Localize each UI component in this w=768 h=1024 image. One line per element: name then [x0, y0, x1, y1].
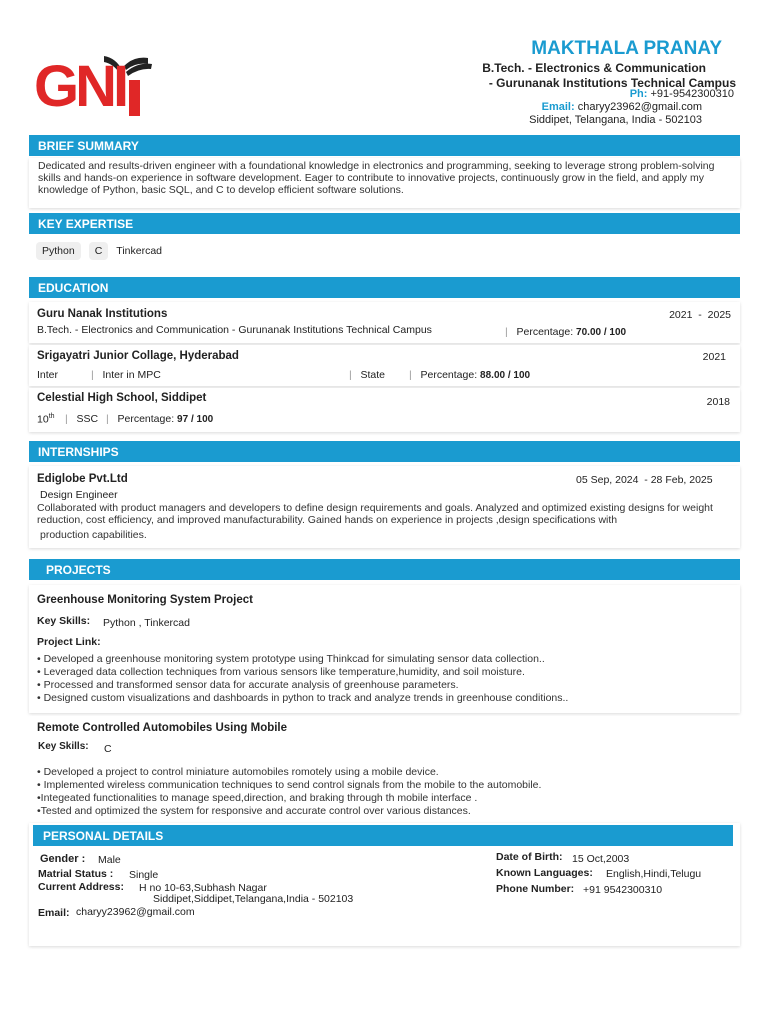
- email-value[interactable]: charyy23962@gmail.com: [76, 906, 195, 918]
- course-name: B.Tech. - Electronics and Communication - Gurunanak Institutions Technical Campus: [37, 324, 432, 336]
- degree: B.Tech. - Electronics & Communication: [482, 61, 706, 75]
- key-skills-label: Key Skills:: [38, 741, 89, 752]
- marital-status-label: Matrial Status :: [38, 868, 114, 880]
- level-superscript: th: [48, 413, 55, 420]
- section-heading-projects: PROJECTS: [29, 559, 740, 580]
- skill-chip: C: [89, 242, 109, 260]
- section-heading-summary: BRIEF SUMMARY: [29, 135, 740, 156]
- summary-text: Dedicated and results-driven engineer with a foundational knowledge in electronics and programming, seeking to leverage strong problem-solving skills and hands-on experience in software development. Eager to contribute to innovative projects, continuously grow in the field, and apply my knowledge of Python, basic SQL, and C to develop efficient software solutions.: [29, 158, 740, 208]
- board-value: State: [360, 369, 386, 381]
- key-skills-label: Key Skills:: [37, 615, 91, 627]
- education-year: 2021: [702, 351, 726, 363]
- section-heading-internships: INTERNSHIPS: [29, 441, 740, 462]
- project-entry: [29, 585, 740, 713]
- separator: |: [409, 369, 412, 381]
- bullet-item: • Implemented wireless communication techniques to send control signals from the mobile to the automobile.: [37, 779, 542, 791]
- phone-number-value[interactable]: +91 9542300310: [583, 884, 663, 896]
- year-start: 2021: [669, 309, 693, 321]
- key-skills-value: Python , Tinkercad: [103, 617, 190, 629]
- company-name: Ediglobe Pvt.Ltd: [37, 473, 128, 485]
- section-heading-expertise: KEY EXPERTISE: [29, 213, 740, 234]
- project-title: Remote Controlled Automobiles Using Mobile: [37, 722, 288, 734]
- internship-role: Design Engineer: [40, 489, 118, 501]
- marital-status-value: Single: [129, 869, 159, 881]
- email-label: Email:: [541, 101, 575, 113]
- year-end: 2025: [707, 309, 731, 321]
- bullet-item: •Tested and optimized the system for responsive and accurate control over various distances.: [37, 805, 471, 817]
- bullet-item: • Developed a project to control miniature automobiles romotely using a mobile device.: [37, 766, 439, 778]
- board-value: SSC: [76, 413, 99, 425]
- address-line: Siddipet, Telangana, India - 502103: [529, 114, 702, 126]
- skill-chip: Tinkercad: [116, 245, 163, 257]
- board: [65, 413, 98, 425]
- logo-wordmark: GNI: [34, 54, 126, 119]
- resume-header: [482, 38, 736, 126]
- languages-value: English,Hindi,Telugu: [606, 868, 702, 880]
- skill-chips: [36, 242, 168, 260]
- education-entry: [29, 302, 740, 343]
- percentage-value: 88.00 / 100: [480, 370, 531, 381]
- percentage-label: Percentage:: [117, 413, 175, 425]
- phone-label: Ph:: [629, 88, 648, 100]
- percentage: [409, 369, 530, 381]
- separator: |: [106, 413, 109, 425]
- separator: |: [505, 326, 508, 338]
- education-entry: [29, 345, 740, 386]
- dob-label: Date of Birth:: [496, 851, 563, 863]
- internship-description: Collaborated with product managers and developers to define design requirements and goals. Analyzed and optimized existing designs for weight reduction, cost efficiency, and improved manufacturability. Gained hands on experience in projects ,design specifications with: [37, 502, 713, 526]
- separator: |: [349, 369, 352, 381]
- address-line-2: Siddipet,Siddipet,Telangana,India - 502103: [153, 893, 354, 905]
- project-link-label[interactable]: Project Link:: [37, 636, 101, 648]
- percentage-label: Percentage:: [516, 326, 574, 338]
- bullet-item: • Developed a greenhouse monitoring system prototype using Thinkcad for simulating sensor data collection..: [37, 653, 545, 665]
- gender-value: Male: [98, 854, 121, 866]
- education-entry: [29, 388, 740, 432]
- bullet-item: •Integeated functionalities to manage speed,direction, and braking through th mobile interface .: [37, 792, 478, 804]
- email-line: [482, 101, 702, 113]
- email-value[interactable]: charyy23962@gmail.com: [577, 101, 702, 113]
- email-label: Email:: [38, 907, 70, 919]
- bullet-item: • Processed and transformed sensor data for accurate analysis of greenhouse parameters.: [37, 679, 459, 691]
- percentage: [505, 326, 626, 338]
- section-heading-education: EDUCATION: [29, 277, 740, 298]
- bullet-item: • Leveraged data collection techniques from various sensors like temperature,humidity, and soil moisture.: [37, 666, 525, 678]
- percentage-label: Percentage:: [420, 369, 478, 381]
- gender-label: Gender :: [40, 853, 86, 865]
- year-dash: -: [698, 309, 702, 321]
- section-heading-personal: PERSONAL DETAILS: [33, 825, 733, 846]
- internship-entry: [29, 466, 740, 548]
- board: [349, 369, 385, 381]
- course-name: [91, 369, 161, 381]
- languages-label: Known Languages:: [496, 867, 593, 879]
- institution-logo: [34, 46, 154, 118]
- project-bullets: [37, 766, 541, 818]
- level-value: 10: [37, 413, 49, 426]
- candidate-name: MAKTHALA PRANAY: [531, 38, 722, 59]
- education-year: 2018: [706, 396, 730, 408]
- education-level: Inter: [37, 369, 59, 381]
- bullet-item: • Designed custom visualizations and dashboards in python to track and analyze trends in greenhouse conditions..: [37, 692, 569, 704]
- percentage-value: 97 / 100: [177, 414, 214, 425]
- project-title: Greenhouse Monitoring System Project: [37, 594, 253, 606]
- separator: |: [65, 413, 68, 425]
- internship-dates: 05 Sep, 2024 - 28 Feb, 2025: [576, 474, 713, 486]
- campus: - Gurunanak Institutions Technical Campus: [488, 76, 736, 90]
- course-value: Inter in MPC: [102, 369, 161, 381]
- institution-name: Guru Nanak Institutions: [37, 308, 168, 320]
- institution-name: Srigayatri Junior Collage, Hyderabad: [37, 350, 239, 362]
- education-years: [669, 309, 731, 321]
- percentage: [106, 413, 213, 425]
- address-line-1: H no 10-63,Subhash Nagar: [139, 882, 267, 894]
- phone-number-label: Phone Number:: [496, 883, 575, 895]
- skill-chip: Python: [36, 242, 81, 260]
- institution-name: Celestial High School, Siddipet: [37, 392, 207, 404]
- project-bullets: [37, 653, 568, 705]
- key-skills-value: C: [104, 743, 112, 755]
- project-entry: [29, 716, 740, 822]
- address-label: Current Address:: [38, 881, 124, 893]
- dob-value: 15 Oct,2003: [572, 853, 630, 865]
- separator: |: [91, 369, 94, 381]
- internship-description-cont: production capabilities.: [40, 529, 147, 541]
- education-level: [37, 413, 55, 426]
- phone-value[interactable]: +91-9542300310: [650, 88, 734, 100]
- percentage-value: 70.00 / 100: [576, 327, 627, 338]
- personal-details-card: [29, 823, 740, 946]
